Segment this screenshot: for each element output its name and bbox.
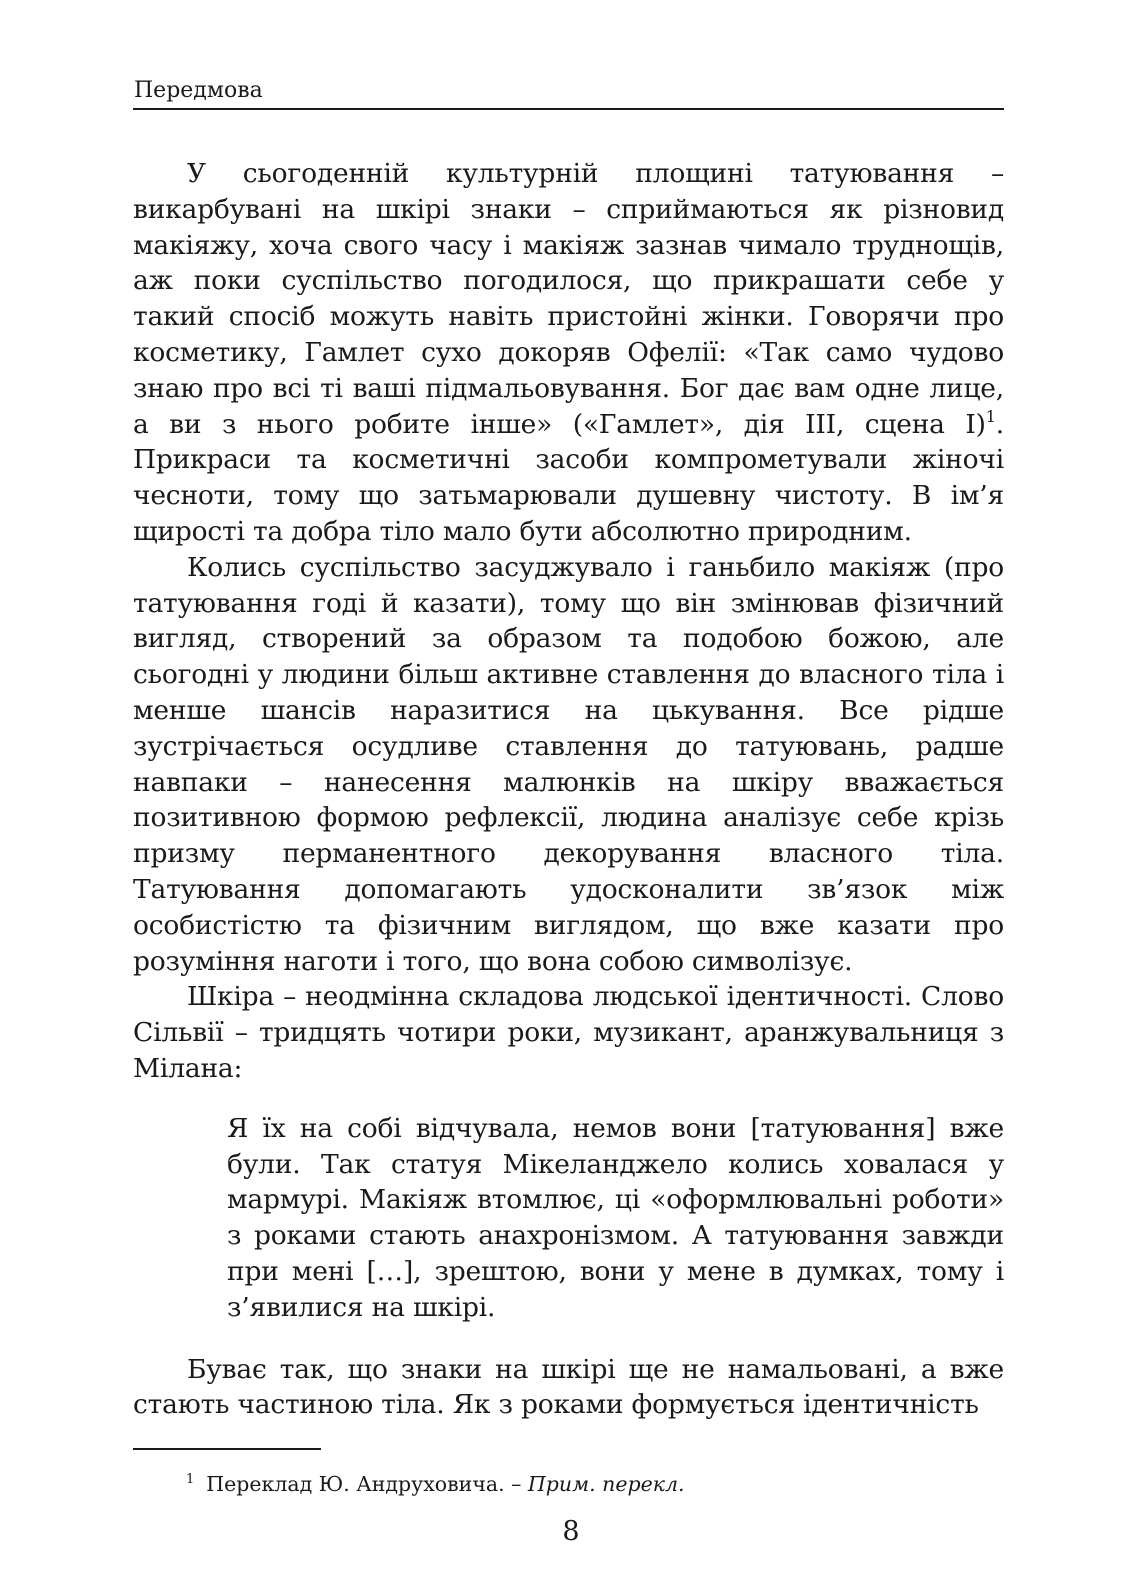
footnote-rule bbox=[133, 1448, 321, 1450]
paragraph-2: Колись суспільство засуджувало і ганьбило макіяж (про татуювання годі й казати), тому що він змінював фізичний вигляд, створений за образом та подобою божою, але сьогодні у людини більш активне ставлення до власного тіла і менше шансів наразитися на цькування. Все рідше зустрічається осудливе ставлення до татуювань, радше навпаки – нанесення малюнків на шкіру вважається позитивною формою рефлексії, людина аналізує себе крізь призму перманентного декорування власного тіла. Татуювання допомагають удосконалити зв’язок між особистістю та фізичним виглядом, що вже казати про розуміння наготи і того, що вона собою символізує. bbox=[133, 551, 1004, 977]
header-rule bbox=[133, 108, 1004, 110]
paragraph-1-text: У сьогоденній культурній площині татуювання – викарбувані на шкірі знаки – сприймаються як різновид макіяжу, хоча свого часу і макіяж зазнав чимало труднощів, аж поки суспільство погодилося, що прикрашати себе у такий спосіб можуть навіть пристойні жінки. Говорячи про косметику, Гамлет сухо докоряв Офелії: «Так само чудово знаю про всі ті ваші підмальовування. Бог дає вам одне лице, а ви з нього робите інше» («Гамлет», дія III, сцена I) bbox=[133, 158, 1004, 440]
block-quote: Я їх на собі відчувала, немов вони [татуювання] вже були. Так статуя Мікеланджело колись ховалася у мармурі. Макіяж втомлює, ці «оформлювальні роботи» з роками стають анахронізмом. А татуювання завжди при мені […], зрештою, вони у мене в думках, тому і з’явилися на шкірі. bbox=[227, 1112, 1004, 1323]
paragraph-1-text-cont: . Прикраси та косметичні засоби компрометували жіночі чесноти, тому що затьмарювали душевну чистоту. В ім’я щирості та добра тіло мало бути абсолютно природним. bbox=[133, 408, 1004, 547]
footnote-reference: 1 bbox=[985, 406, 996, 426]
footnote bbox=[186, 1466, 685, 1498]
paragraph-4: Буває так, що знаки на шкірі ще не намальовані, а вже стають частиною тіла. Як з роками формується ідентичність bbox=[133, 1353, 1004, 1421]
body-text bbox=[133, 156, 1004, 1423]
running-header: Передмова bbox=[134, 78, 263, 103]
footnote-italic-text: Прим. перекл. bbox=[527, 1472, 685, 1496]
page-number: 8 bbox=[562, 1516, 580, 1547]
footnote-marker: 1 bbox=[186, 1472, 195, 1487]
footnote-text: Переклад Ю. Андруховича. – bbox=[206, 1472, 528, 1496]
paragraph-1 bbox=[133, 156, 1004, 550]
paragraph-3: Шкіра – неодмінна складова людської ідентичності. Слово Сільвії – тридцять чотири роки, музикант, аранжувальниця з Мілана: bbox=[133, 981, 1004, 1084]
